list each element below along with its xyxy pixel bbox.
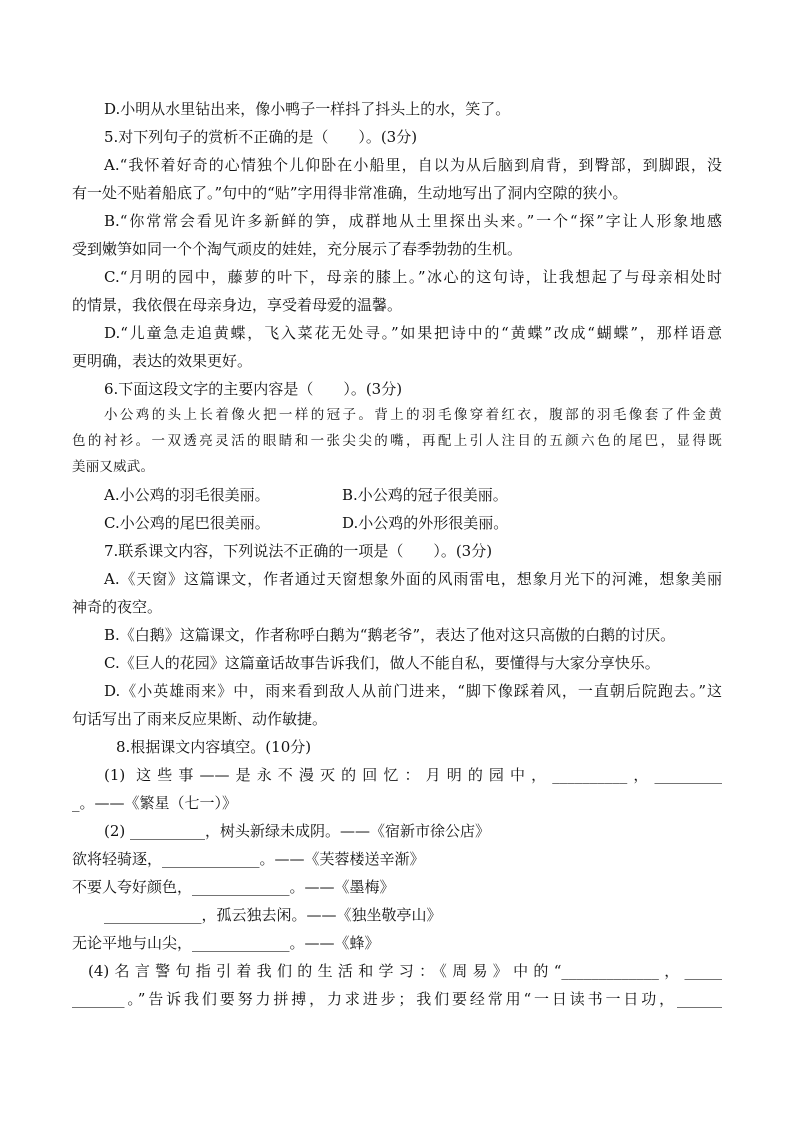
q8-part2-line2: 欲将轻骑逐，_____________。——《芙蓉楼送辛渐》 [72,850,425,868]
q7-option-d-line1: D.《小英雄雨来》中，雨来看到敌人从前门进来，“脚下像踩着风，一直朝后院跑去。”这 [104,682,722,700]
q8-part4-line1: (4)名言警句指引着我们的生活和学习：《周易》中的“_____________，_____ [88,962,722,980]
q7-stem: 7.联系课文内容，下列说法不正确的一项是（ ）。(3分) [104,542,493,560]
q6-option-d: D.小公鸡的外形很美丽。 [342,514,509,532]
q6-option-c: C.小公鸡的尾巴很美丽。 [104,514,270,532]
q7-option-b: B.《白鹅》这篇课文，作者称呼白鹅为“鹅老爷”，表达了他对这只高傲的白鹅的讨厌。 [104,626,676,644]
q8-stem: 8.根据课文内容填空。(10分) [116,738,312,756]
q5-option-d-line2: 更明确，表达的效果更好。 [72,352,253,370]
q6-option-b: B.小公鸡的冠子很美丽。 [342,486,508,504]
q6-passage-line1: 小公鸡的头上长着像火把一样的冠子。背上的羽毛像穿着红衣，腹部的羽毛像套了件金黄 [104,407,722,423]
q7-option-a-line2: 神奇的夜空。 [72,598,163,616]
q5-stem: 5.对下列句子的赏析不正确的是（ ）。(3分) [104,128,418,146]
q5-option-c-line2: 的情景，我依偎在母亲身边，享受着母爱的温馨。 [72,296,403,314]
q6-option-a: A.小公鸡的羽毛很美丽。 [104,486,270,504]
q6-passage-line3: 美丽又威武。 [72,459,155,475]
q8-part1-line1: (1) 这些事——是永不漫灭的回忆：月明的园中，__________，_________ [104,766,722,784]
q8-part1-line2: _。——《繁星（七一）》 [72,794,238,812]
q6-passage-line2: 色的衬衫。一双透亮灵活的眼睛和一张尖尖的嘴，再配上引人注目的五颜六色的尾巴，显得既 [72,433,722,449]
q7-option-d-line2: 句话写出了雨来反应果断、动作敏捷。 [72,710,328,728]
q5-option-b-line2: 受到嫩笋如同一个个淘气顽皮的娃娃，充分展示了春季勃勃的生机。 [72,240,523,258]
q6-stem: 6.下面这段文字的主要内容是（ ）。(3分) [104,380,403,398]
q8-part2-line5: 无论平地与山尖，_____________。——《蜂》 [72,934,380,952]
q8-part4-line2: _______。”告诉我们要努力拼搏，力求进步；我们要经常用“一日读书一日功，______ [72,990,722,1008]
q5-option-b-line1: B.“你常常会看见许多新鲜的笋，成群地从土里探出头来。”一个“探”字让人形象地感 [104,212,722,230]
q5-option-a-line2: 有一处不贴着船底了。”句中的“贴”字用得非常准确，生动地写出了洞内空隙的狭小。 [72,184,628,202]
q4-option-d: D.小明从水里钻出来，像小鸭子一样抖了抖头上的水，笑了。 [104,100,511,118]
q7-option-a-line1: A.《天窗》这篇课文，作者通过天窗想象外面的风雨雷电，想象月光下的河滩，想象美丽 [104,570,722,588]
q5-option-a-line1: A.“我怀着好奇的心情独个儿仰卧在小船里，自以为从后脑到肩背，到臀部，到脚跟，没 [104,156,722,174]
q8-part2-line3: 不要人夸好颜色，_____________。——《墨梅》 [72,878,395,896]
q5-option-c-line1: C.“月明的园中，藤萝的叶下，母亲的膝上。”冰心的这句诗，让我想起了与母亲相处时 [104,268,722,286]
q5-option-d-line1: D.“儿童急走追黄蝶，飞入菜花无处寻。”如果把诗中的“黄蝶”改成“蝴蝶”，那样语意 [104,324,722,342]
q8-part2-line4: _____________，孤云独去闲。——《独坐敬亭山》 [104,906,442,924]
q7-option-c: C.《巨人的花园》这篇童话故事告诉我们，做人不能自私，要懂得与大家分享快乐。 [104,654,660,672]
q8-part2-line1: (2) __________，树头新绿未成阴。——《宿新市徐公店》 [104,822,491,840]
